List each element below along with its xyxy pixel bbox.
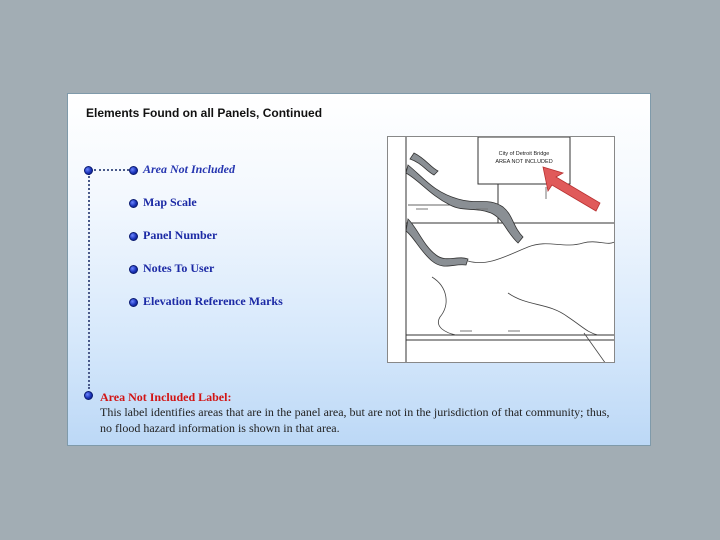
- flood-zone-shape: [406, 219, 468, 266]
- bullet-icon: [129, 232, 138, 241]
- bullet-icon: [84, 391, 93, 400]
- item-area-not-included: Area Not Included: [143, 162, 236, 176]
- item-panel-number: Panel Number: [143, 228, 218, 242]
- item-elevation-reference-marks: Elevation Reference Marks: [143, 294, 283, 308]
- bullet-icon: [129, 166, 138, 175]
- slide-panel: [67, 93, 651, 446]
- pointer-arrow-icon: [543, 167, 600, 211]
- flood-map-drawing: [388, 137, 615, 363]
- bullet-icon: [129, 265, 138, 274]
- note-body: This label identifies areas that are in the panel area, but are not in the jurisdiction of that community; thus, no flood hazard information is shown in that area.: [100, 405, 610, 435]
- item-notes-to-user: Notes To User: [143, 261, 215, 275]
- connector-vertical: [88, 173, 90, 389]
- flood-map-figure: [387, 136, 615, 363]
- connector-horizontal: [94, 169, 129, 171]
- bullet-icon: [84, 166, 93, 175]
- stream-line: [468, 241, 615, 263]
- item-map-scale: Map Scale: [143, 195, 197, 209]
- stream-line: [508, 293, 598, 335]
- map-label-line1: City of Detroit Bridge: [498, 151, 550, 157]
- stream-line: [584, 333, 606, 363]
- map-label-line2: AREA NOT INCLUDED: [495, 159, 553, 165]
- stream-line: [432, 277, 456, 335]
- bullet-icon: [129, 199, 138, 208]
- slide-title: Elements Found on all Panels, Continued: [86, 106, 323, 120]
- note-title: Area Not Included Label:: [100, 390, 232, 404]
- bullet-icon: [129, 298, 138, 307]
